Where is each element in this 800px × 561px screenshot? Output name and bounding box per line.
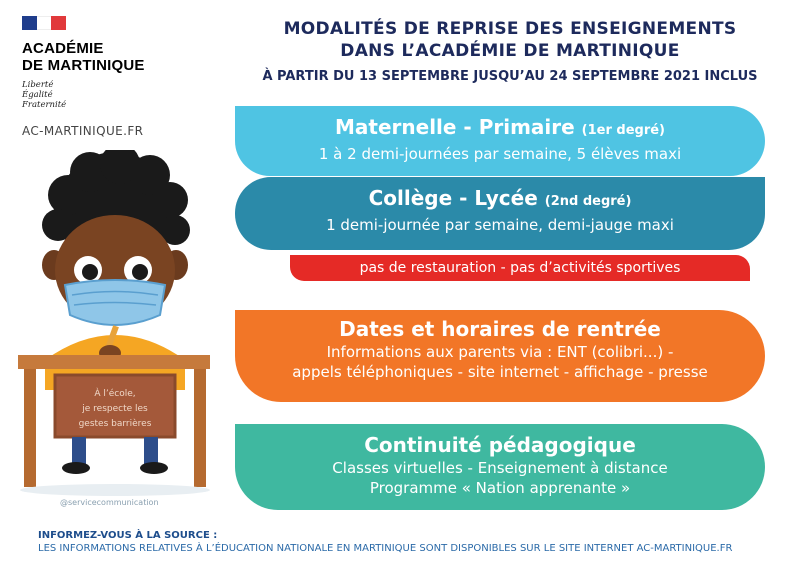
section-title: Dates et horaires de rentrée (339, 317, 661, 341)
website-label: AC-MARTINIQUE.FR (22, 124, 144, 138)
section-college-lycee (235, 177, 765, 250)
warning-banner: pas de restauration - pas d’activités sportives (290, 255, 750, 281)
desk-sign-line2: je respecte les (82, 404, 148, 414)
illustration-credit: @servicecommunication (60, 498, 159, 507)
page-subtitle: À PARTIR DU 13 SEPTEMBRE JUSQU’AU 24 SEPTEMBRE 2021 INCLUS (262, 69, 758, 84)
page-header (240, 18, 780, 86)
republic-motto: Liberté Égalité Fraternité (22, 80, 67, 110)
section-title: Collège - Lycée (368, 186, 538, 210)
desk-sign-line3: gestes barrières (78, 419, 152, 429)
section-line: appels téléphoniques - site internet - affichage - presse (292, 363, 708, 381)
section-line: Informations aux parents via : ENT (colibri...) - (326, 343, 674, 361)
footer-text: LES INFORMATIONS RELATIVES À L’ÉDUCATION NATIONALE EN MARTINIQUE SONT DISPONIBLES SUR LE SITE INTERNET AC-MARTINIQUE.FR (38, 543, 733, 554)
section-note: (2nd degré) (544, 194, 632, 209)
footer-heading: INFORMEZ-VOUS À LA SOURCE : (38, 530, 218, 541)
desk-sign-line1: À l’école, (94, 389, 136, 399)
section-title: Maternelle - Primaire (335, 115, 575, 139)
section-note: (1er degré) (581, 123, 665, 138)
section-continuite-pedagogique (235, 424, 765, 510)
french-flag-icon (22, 16, 66, 30)
logo-name: ACADÉMIE DE MARTINIQUE (22, 40, 145, 74)
section-title: Continuité pédagogique (364, 433, 636, 457)
child-with-mask-illustration (10, 150, 220, 500)
academie-logo (22, 16, 222, 110)
desk-top (18, 355, 210, 369)
section-line: 1 à 2 demi-journées par semaine, 5 élèves maxi (318, 145, 682, 163)
page-footer (38, 529, 788, 555)
section-line: 1 demi-journée par semaine, demi-jauge maxi (326, 216, 674, 234)
section-line: Classes virtuelles - Enseignement à distance (332, 459, 668, 477)
section-line: Programme « Nation apprenante » (369, 479, 631, 497)
section-maternelle-primaire (235, 106, 765, 176)
page-title-line2: DANS L’ACADÉMIE DE MARTINIQUE (340, 41, 680, 61)
section-dates-horaires (235, 310, 765, 402)
page-title-line1: MODALITÉS DE REPRISE DES ENSEIGNEMENTS (283, 19, 737, 39)
